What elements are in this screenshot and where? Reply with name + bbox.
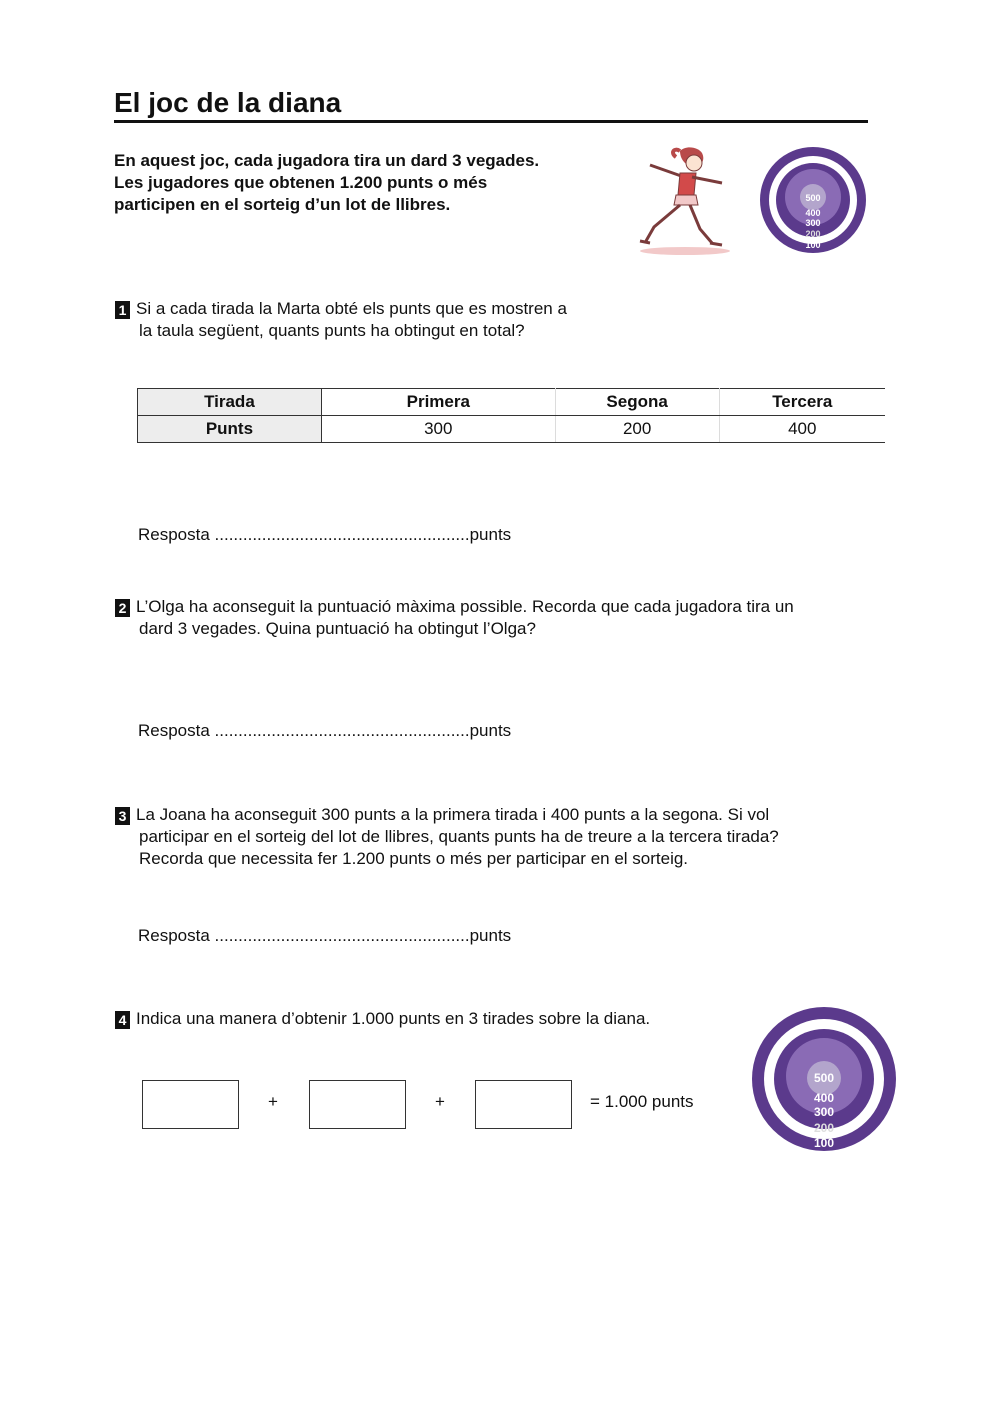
table-cell: 400	[719, 416, 885, 443]
target-label-100: 100	[805, 240, 821, 250]
question-number-badge: 3	[115, 807, 130, 825]
target-label-200: 200	[813, 1121, 835, 1135]
target-label-300: 300	[805, 218, 821, 228]
question-number-badge: 2	[115, 599, 130, 617]
question-number-badge: 4	[115, 1011, 130, 1029]
question-3-line-1: La Joana ha aconseguit 300 punts a la primera tirada i 400 punts a la segona. Si vol	[136, 805, 770, 824]
dartboard-target-icon	[757, 146, 869, 254]
question-4-line-1: Indica una manera d’obtenir 1.000 punts en 3 tirades sobre la diana.	[136, 1009, 651, 1028]
table-row	[138, 416, 886, 443]
dartboard-target-icon	[751, 1006, 897, 1152]
table-cell: Segona	[555, 389, 719, 416]
question-1-line-2: la taula següent, quants punts ha obtingut en total?	[139, 321, 525, 340]
question-2-line-1: L’Olga ha aconseguit la puntuació màxima possible. Recorda que cada jugadora tira un	[136, 597, 794, 616]
girl-throwing-dart-illustration	[630, 143, 740, 258]
question-3-line-2: participar en el sorteig del lot de llibres, quants punts ha de treure a la tercera tirada?	[139, 827, 779, 846]
intro-line-3: participen en el sorteig d’un lot de llibres.	[114, 195, 451, 214]
table-cell: Primera	[321, 389, 555, 416]
target-label-300: 300	[813, 1105, 835, 1119]
answer-line-3[interactable]: Resposta ......................................................punts	[138, 926, 512, 945]
page-title: El joc de la diana	[114, 86, 868, 123]
table-cell: Tercera	[719, 389, 885, 416]
equals-total: = 1.000 punts	[590, 1092, 694, 1111]
answer-box-3[interactable]	[475, 1080, 572, 1129]
target-label-100: 100	[813, 1136, 835, 1150]
plus-sign: +	[435, 1092, 445, 1111]
target-label-400: 400	[813, 1091, 835, 1105]
score-table	[137, 388, 885, 443]
answer-line-2[interactable]: Resposta ......................................................punts	[138, 721, 512, 740]
question-3	[115, 804, 779, 870]
question-2-line-2: dard 3 vegades. Quina puntuació ha obtingut l’Olga?	[139, 619, 536, 638]
table-cell: 300	[321, 416, 555, 443]
intro-text	[114, 150, 614, 216]
target-label-200: 200	[805, 229, 821, 239]
question-3-line-3: Recorda que necessita fer 1.200 punts o més per participar en el sorteig.	[139, 849, 689, 868]
table-header-cell: Tirada	[138, 389, 322, 416]
answer-line-1[interactable]: Resposta ......................................................punts	[138, 525, 512, 544]
question-2	[115, 596, 794, 640]
intro-line-2: Les jugadores que obtenen 1.200 punts o més	[114, 173, 488, 192]
target-label-500: 500	[813, 1071, 835, 1085]
table-header-cell: Punts	[138, 416, 322, 443]
target-label-400: 400	[805, 208, 821, 218]
table-row	[138, 389, 886, 416]
intro-line-1: En aquest joc, cada jugadora tira un dard 3 vegades.	[114, 151, 540, 170]
question-1-line-1: Si a cada tirada la Marta obté els punts que es mostren a	[136, 299, 567, 318]
target-label-500: 500	[805, 193, 821, 203]
answer-box-2[interactable]	[309, 1080, 406, 1129]
table-cell: 200	[555, 416, 719, 443]
plus-sign: +	[268, 1092, 278, 1111]
question-4	[115, 1008, 650, 1030]
answer-box-1[interactable]	[142, 1080, 239, 1129]
question-1	[115, 298, 567, 342]
question-number-badge: 1	[115, 301, 130, 319]
